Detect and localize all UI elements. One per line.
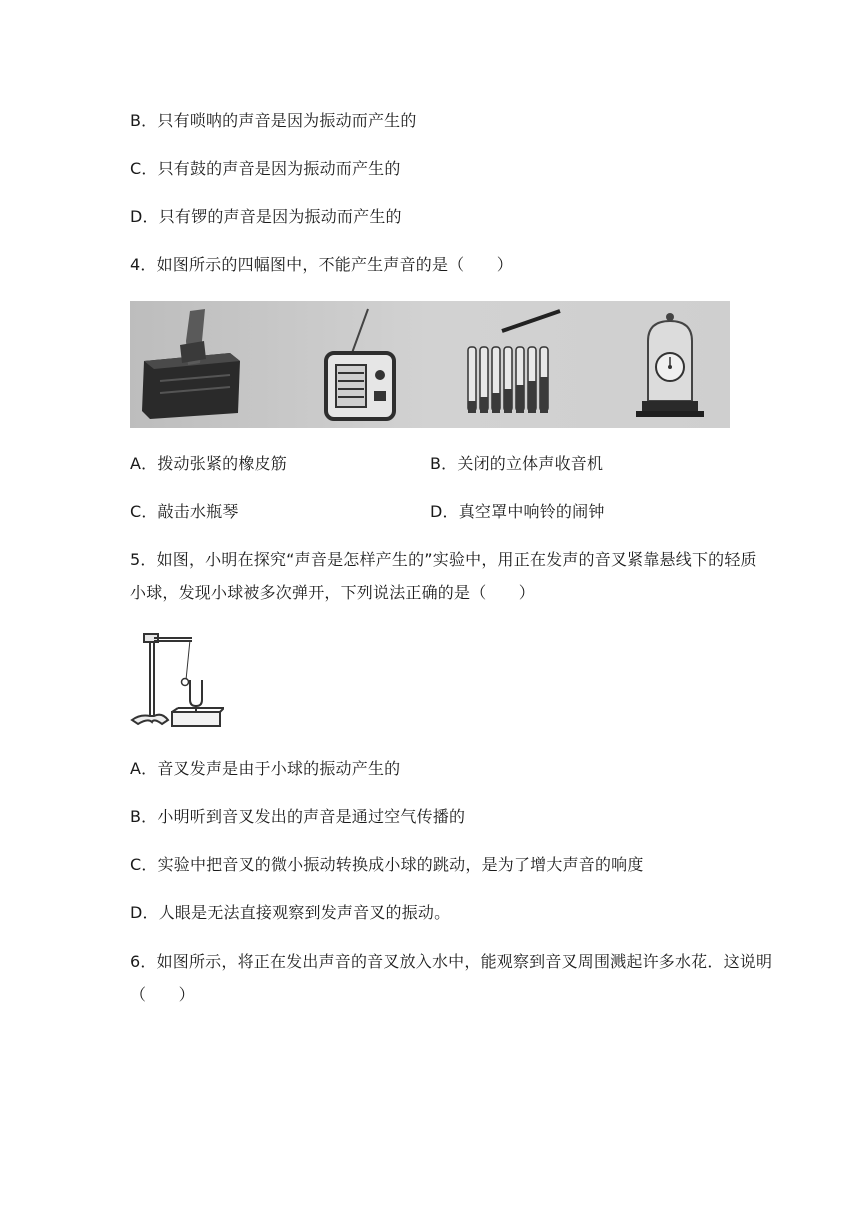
q5-tuning-fork-diagram [128,628,224,730]
q4-option-b: B．关闭的立体声收音机 [430,454,604,473]
q5-option-a: A．音叉发声是由于小球的振动产生的 [130,759,401,778]
q5-option-d: D．人眼是无法直接观察到发声音叉的振动。 [130,903,451,922]
q6-stem-line1: 6．如图所示，将正在发出声音的音叉放入水中，能观察到音叉周围溅起许多水花．这说明 [130,952,773,971]
q5-option-c: C．实验中把音叉的微小振动转换成小球的跳动，是为了增大声音的响度 [130,855,644,874]
q5-stem-line1: 5．如图，小明在探究“声音是怎样产生的”实验中，用正在发声的音叉紧靠悬线下的轻质 [130,550,757,569]
q4-option-a: A．拨动张紧的橡皮筋 [130,454,287,473]
q3-option-d: D．只有锣的声音是因为振动而产生的 [130,207,402,226]
q4-option-d: D．真空罩中响铃的闹钟 [430,502,605,521]
q5-option-b: B．小明听到音叉发出的声音是通过空气传播的 [130,807,466,826]
q4-four-pictures [130,301,730,428]
q5-stem-line2: 小球，发现小球被多次弹开，下列说法正确的是（ ） [130,583,536,602]
q6-stem-line2: （ ） [130,985,195,1004]
q4-option-c: C．敲击水瓶琴 [130,502,239,521]
q4-stem: 4．如图所示的四幅图中，不能产生声音的是（ ） [130,255,513,274]
q3-option-c: C．只有鼓的声音是因为振动而产生的 [130,159,401,178]
q3-option-b: B．只有唢呐的声音是因为振动而产生的 [130,111,417,130]
